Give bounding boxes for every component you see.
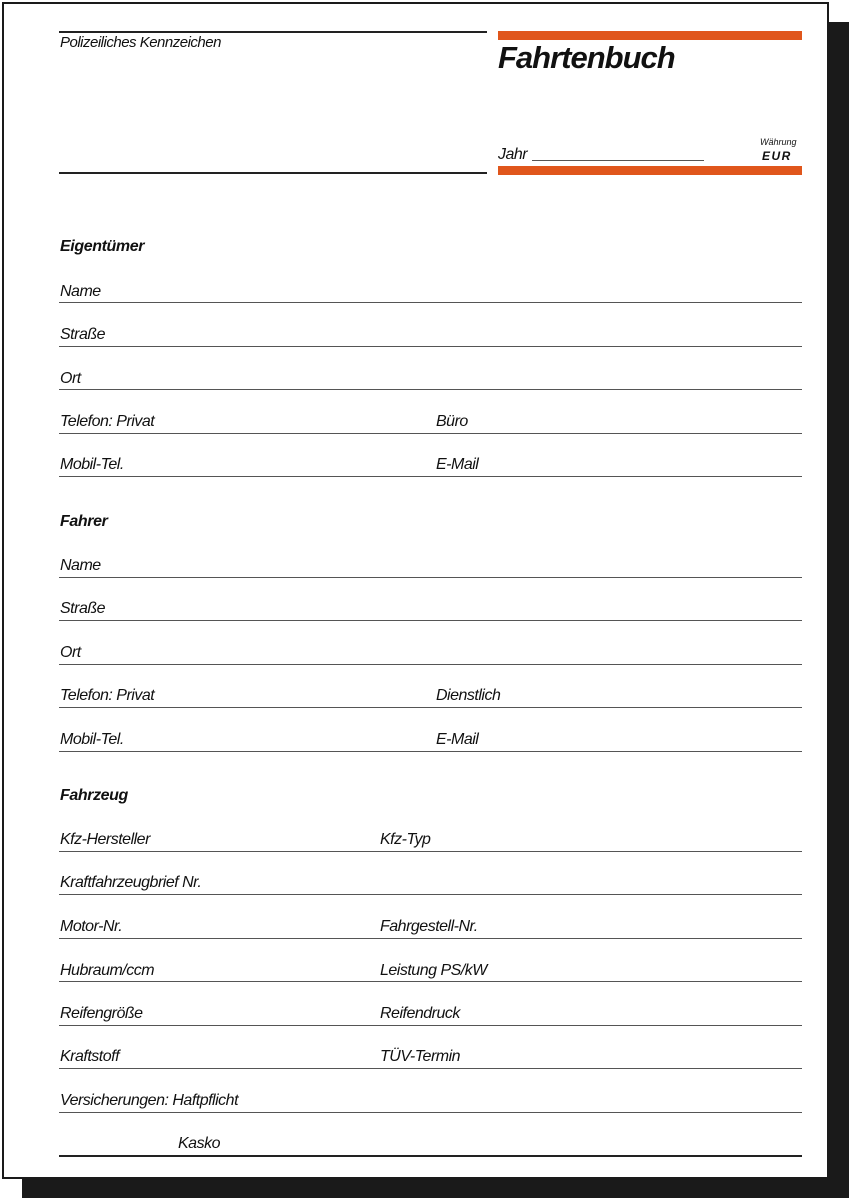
vehicle-engine-field[interactable] xyxy=(59,938,802,939)
vehicle-kasko-field[interactable] xyxy=(59,1155,802,1157)
page-shadow-bottom xyxy=(22,1179,849,1198)
vehicle-engine-label: Motor-Nr. xyxy=(60,918,123,935)
accent-bar-top xyxy=(498,31,802,40)
vehicle-displacement-label: Hubraum/ccm xyxy=(60,962,155,979)
vehicle-manufacturer-field[interactable] xyxy=(59,851,802,852)
currency-value: EUR xyxy=(762,149,792,163)
vehicle-inspection-label: TÜV-Termin xyxy=(380,1048,461,1065)
form-title: Fahrtenbuch xyxy=(498,40,675,75)
driver-mobile-label: Mobil-Tel. xyxy=(60,731,124,748)
owner-name-label: Name xyxy=(60,283,101,300)
vehicle-chassis-label: Fahrgestell-Nr. xyxy=(380,918,478,935)
driver-mobile-field[interactable] xyxy=(59,751,802,752)
vehicle-fuel-field[interactable] xyxy=(59,1068,802,1069)
vehicle-regdoc-label: Kraftfahrzeugbrief Nr. xyxy=(60,874,202,891)
owner-street-label: Straße xyxy=(60,326,106,343)
vehicle-power-label: Leistung PS/kW xyxy=(380,962,487,979)
owner-city-label: Ort xyxy=(60,370,81,387)
driver-email-label: E-Mail xyxy=(436,731,479,748)
owner-street-field[interactable] xyxy=(59,346,802,347)
vehicle-heading: Fahrzeug xyxy=(60,787,128,804)
year-field[interactable] xyxy=(532,160,704,161)
owner-mobile-label: Mobil-Tel. xyxy=(60,456,124,473)
driver-business-label: Dienstlich xyxy=(436,687,501,704)
driver-name-label: Name xyxy=(60,557,101,574)
plate-label: Polizeiliches Kennzeichen xyxy=(60,34,221,51)
vehicle-tirepressure-label: Reifendruck xyxy=(380,1005,460,1022)
owner-phone-label: Telefon: Privat xyxy=(60,413,155,430)
owner-heading: Eigentümer xyxy=(60,238,145,255)
page-shadow-right xyxy=(829,22,849,1198)
owner-phone-field[interactable] xyxy=(59,433,802,434)
accent-bar-bottom xyxy=(498,166,802,175)
vehicle-manufacturer-label: Kfz-Hersteller xyxy=(60,831,150,848)
driver-phone-label: Telefon: Privat xyxy=(60,687,155,704)
owner-name-field[interactable] xyxy=(59,302,802,303)
owner-office-label: Büro xyxy=(436,413,468,430)
year-label: Jahr xyxy=(498,146,528,163)
vehicle-insurance-label: Versicherungen: Haftpflicht xyxy=(60,1092,239,1109)
currency-label: Währung xyxy=(760,137,797,147)
owner-city-field[interactable] xyxy=(59,389,802,390)
driver-street-label: Straße xyxy=(60,600,106,617)
plate-field[interactable] xyxy=(59,172,487,174)
vehicle-kasko-label: Kasko xyxy=(178,1135,220,1152)
form-page xyxy=(2,2,829,1179)
driver-heading: Fahrer xyxy=(60,513,108,530)
vehicle-tiresize-field[interactable] xyxy=(59,1025,802,1026)
vehicle-regdoc-field[interactable] xyxy=(59,894,802,895)
vehicle-tiresize-label: Reifengröße xyxy=(60,1005,143,1022)
owner-mobile-field[interactable] xyxy=(59,476,802,477)
driver-city-label: Ort xyxy=(60,644,81,661)
vehicle-insurance-field[interactable] xyxy=(59,1112,802,1113)
vehicle-type-label: Kfz-Typ xyxy=(380,831,431,848)
driver-street-field[interactable] xyxy=(59,620,802,621)
driver-phone-field[interactable] xyxy=(59,707,802,708)
vehicle-fuel-label: Kraftstoff xyxy=(60,1048,120,1065)
driver-city-field[interactable] xyxy=(59,664,802,665)
plate-top-line xyxy=(59,31,487,33)
vehicle-displacement-field[interactable] xyxy=(59,981,802,982)
owner-email-label: E-Mail xyxy=(436,456,479,473)
driver-name-field[interactable] xyxy=(59,577,802,578)
